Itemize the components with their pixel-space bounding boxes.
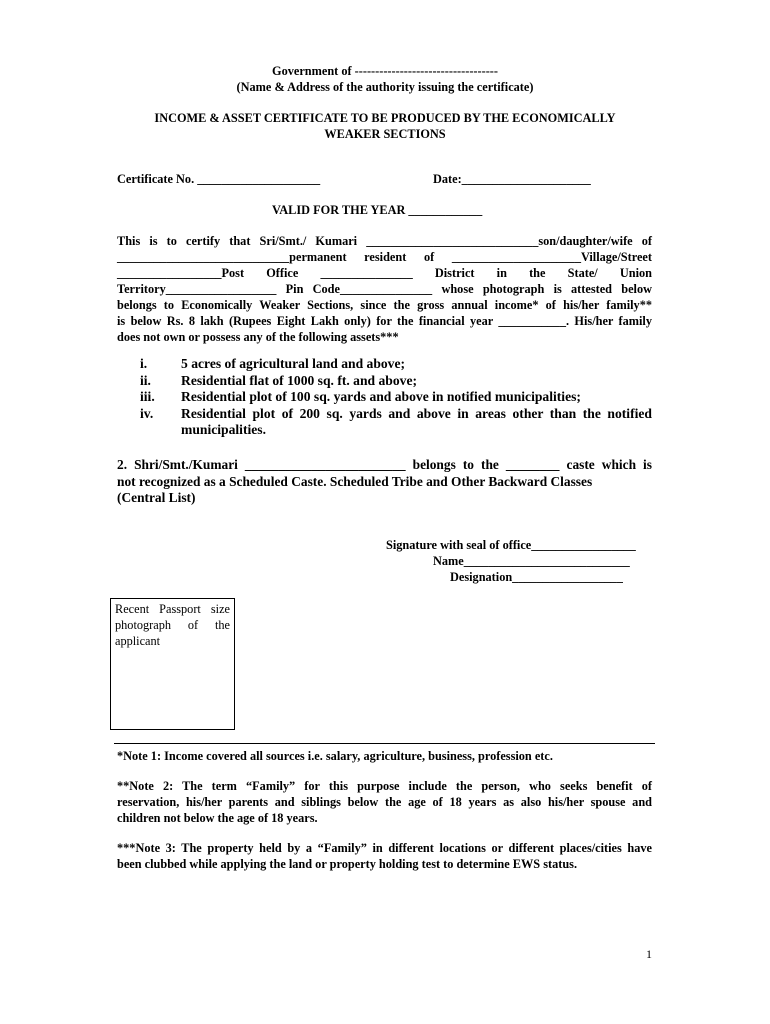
caste-line: (Central List): [117, 490, 196, 505]
note-1: *Note 1: Income covered all sources i.e. salary, agriculture, business, profession etc.: [117, 749, 553, 763]
list-item-number: i.: [140, 356, 148, 371]
caste-line: not recognized as a Scheduled Caste. Scheduled Tribe and Other Backward Classes: [117, 473, 593, 489]
note-2-line: children not below the age of 18 years.: [117, 811, 318, 825]
signature-with-seal-line: Signature with seal of office_________________: [386, 538, 636, 552]
list-item: [117, 373, 652, 390]
caste-paragraph: [117, 457, 652, 507]
certificate-title-line2: WEAKER SECTIONS: [324, 127, 446, 141]
list-item-text: Residential flat of 1000 sq. ft. and above;: [181, 372, 418, 388]
authority-line: (Name & Address of the authority issuing the certificate): [236, 80, 534, 94]
list-item-number: iii.: [140, 389, 155, 404]
body-line: _________________Post Office _______________ District in the State/ Union: [117, 266, 652, 280]
name-line: Name___________________________: [433, 554, 630, 568]
body-line: is below Rs. 8 lakh (Rupees Eight Lakh only) for the financial year ___________. His/her family: [117, 314, 652, 328]
government-line: Government of -----------------------------------: [272, 64, 498, 78]
valid-year-field: VALID FOR THE YEAR ____________: [272, 203, 483, 217]
list-item-number: ii.: [140, 372, 151, 388]
list-item-text: Residential plot of 100 sq. yards and above in notified municipalities;: [181, 389, 581, 404]
body-line: This is to certify that Sri/Smt./ Kumari ____________________________son/daughter/wife of: [117, 234, 652, 248]
note-2-line: reservation, his/her parents and siblings below the age of 18 years as also his/her spouse and: [117, 795, 652, 809]
photo-box-label: Recent Passport size photograph of the applicant: [115, 602, 230, 648]
list-item: [117, 356, 652, 373]
page-number: 1: [646, 947, 652, 961]
list-item-number: iv.: [140, 405, 154, 421]
note-3-line: ***Note 3: The property held by a “Family” in different locations or different places/cities have: [117, 841, 652, 855]
note-2-line: **Note 2: The term “Family” for this purpose include the person, who seeks benefit of: [117, 779, 652, 793]
list-item-text: Residential plot of 200 sq. yards and above in areas other than the notified municipalities.: [181, 405, 652, 437]
certificate-title-line1: INCOME & ASSET CERTIFICATE TO BE PRODUCED BY THE ECONOMICALLY: [154, 111, 616, 125]
certificate-number-field: Certificate No. ____________________: [117, 172, 321, 186]
body-line: belongs to Economically Weaker Sections, since the gross annual income* of his/her family**: [117, 298, 652, 312]
list-item-text: 5 acres of agricultural land and above;: [181, 356, 406, 371]
note-3: [117, 840, 652, 872]
list-item: [117, 389, 652, 406]
list-item: [117, 406, 652, 439]
designation-line: Designation__________________: [450, 570, 623, 584]
date-field: Date:_____________________: [433, 172, 591, 186]
notes-divider: [114, 743, 655, 744]
body-line: does not own or possess any of the following assets***: [117, 330, 399, 344]
note-3-line: been clubbed while applying the land or property holding test to determine EWS status.: [117, 857, 578, 871]
passport-photo-box: [110, 598, 235, 730]
certification-paragraph: [117, 233, 652, 345]
body-line: ____________________________permanent resident of _____________________Village/Street: [117, 250, 652, 264]
note-2: [117, 778, 652, 826]
caste-line: 2. Shri/Smt./Kumari ________________________ belongs to the ________ caste which is: [117, 457, 652, 472]
body-line: Territory__________________ Pin Code_______________ whose photograph is attested below: [117, 282, 652, 296]
assets-list: [117, 356, 652, 439]
